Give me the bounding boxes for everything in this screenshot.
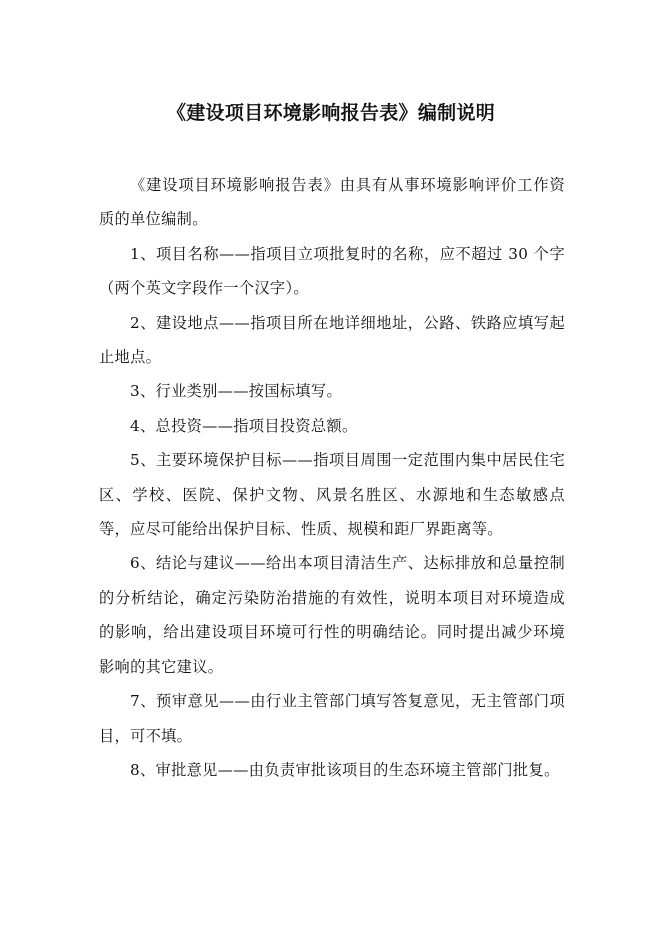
paragraph-intro: 《建设项目环境影响报告表》由具有从事环境影响评价工作资质的单位编制。 <box>99 176 565 229</box>
paragraph-industry-category: 3、行业类别——按国标填写。 <box>130 382 343 401</box>
paragraph-protection-targets: 5、主要环境保护目标——指项目周围一定范围内集中居民住宅区、学校、医院、保护文物、风景名胜区、水源地和生态敏感点等，应尽可能给出保护目标、性质、规模和距厂界距离等。 <box>99 451 565 539</box>
document-body <box>99 168 565 787</box>
paragraph-construction-site: 2、建设地点——指项目所在地详细地址，公路、铁路应填写起止地点。 <box>99 313 565 367</box>
paragraph-total-investment: 4、总投资——指项目投资总额。 <box>130 416 358 435</box>
paragraph-project-name: 1、项目名称——指项目立项批复时的名称，应不超过 30 个字（两个英文字段作一个汉字）。 <box>99 244 565 298</box>
paragraph-approval-opinion: 8、审批意见——由负责审批该项目的生态环境主管部门批复。 <box>130 760 560 779</box>
paragraph-conclusion-suggestions: 6、结论与建议——给出本项目清洁生产、达标排放和总量控制的分析结论，确定污染防治措施的有效性，说明本项目对环境造成的影响，给出建设项目环境可行性的明确结论。同时提出减少环境影响的其它建议。 <box>99 554 565 676</box>
paragraph-preliminary-review: 7、预审意见——由行业主管部门填写答复意见，无主管部门项目，可不填。 <box>99 692 565 745</box>
document-title: 《建设项目环境影响报告表》编制说明 <box>166 102 496 124</box>
